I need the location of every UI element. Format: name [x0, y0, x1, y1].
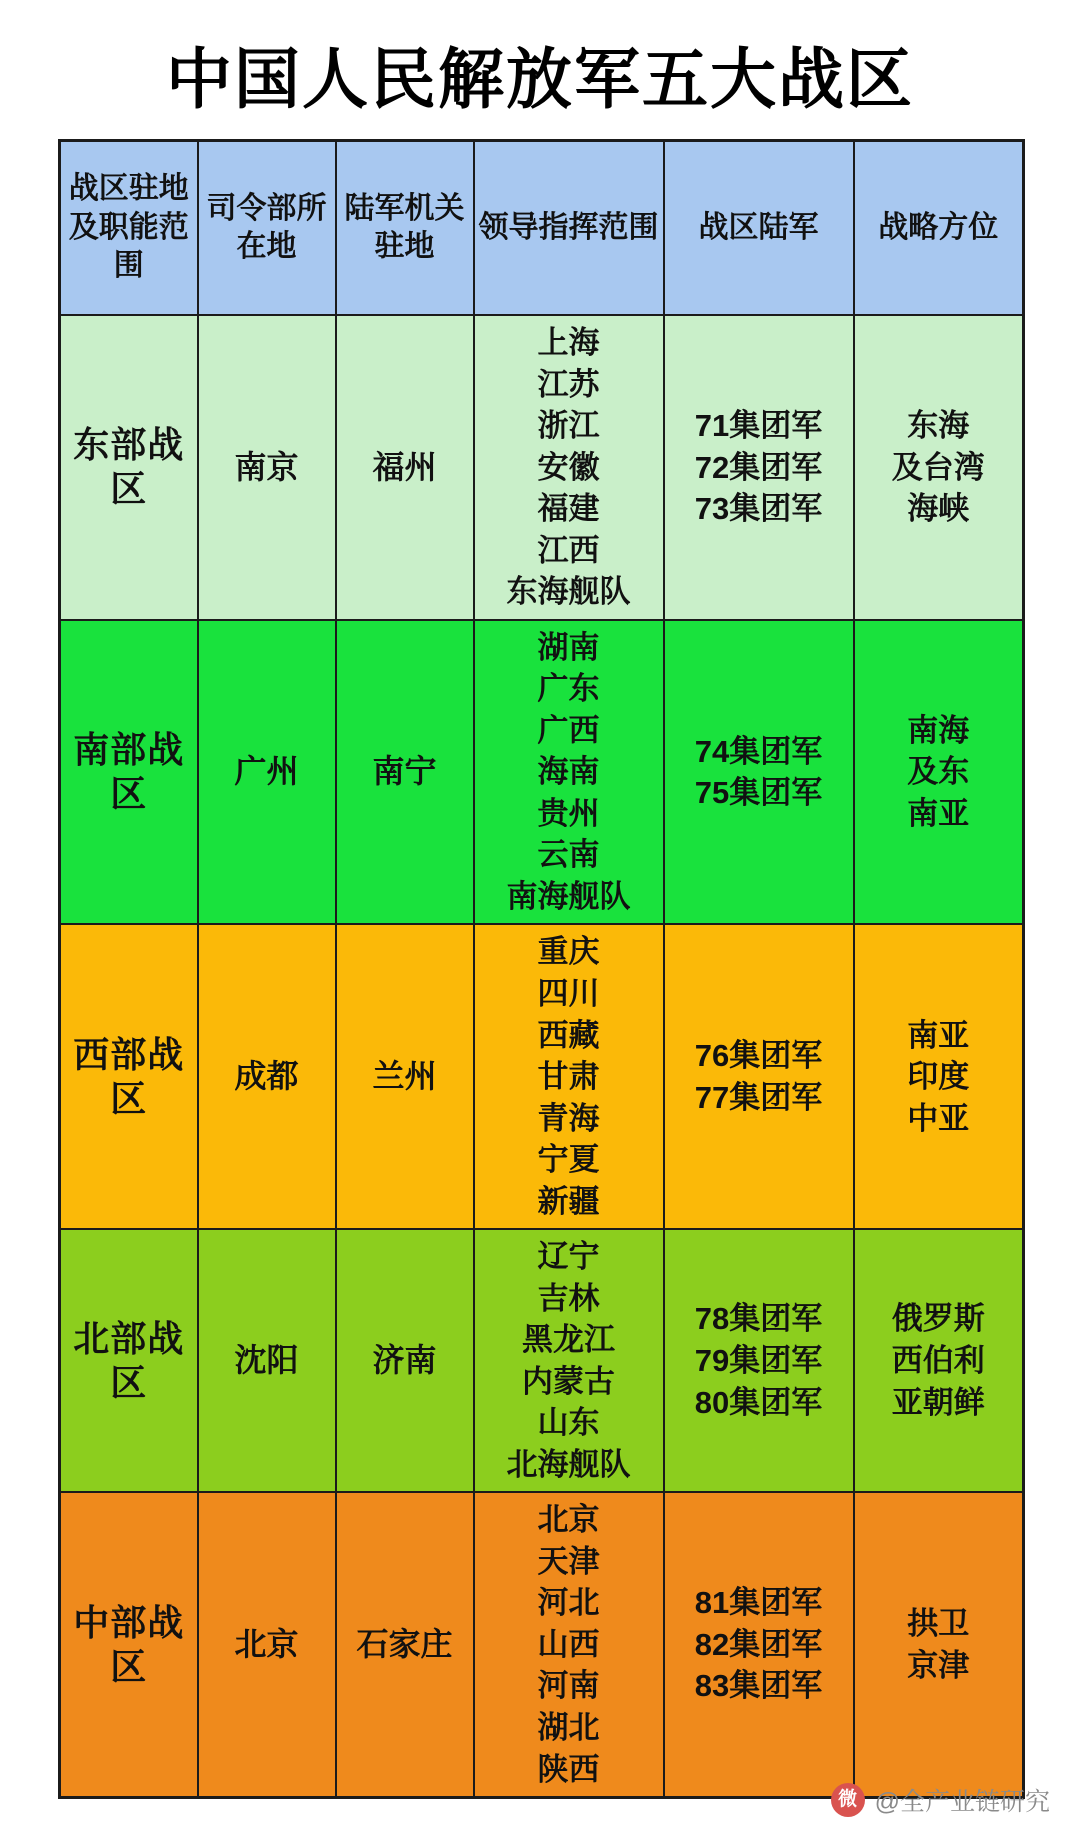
cell-scope	[474, 1229, 664, 1492]
cell-hq: 广州	[198, 620, 336, 925]
page-title: 中国人民解放军五大战区	[166, 44, 914, 117]
cell-strategic-direction	[854, 620, 1024, 925]
cell-line: 亚朝鲜	[891, 1384, 985, 1420]
cell-line: 黑龙江	[522, 1322, 615, 1358]
cell-line: 福建	[537, 491, 600, 527]
cell-army-hq: 济南	[336, 1229, 474, 1492]
cell-hq: 北京	[198, 1492, 336, 1797]
table-row	[60, 1229, 1024, 1492]
cell-line: 天津	[537, 1543, 600, 1579]
cell-line: 山西	[537, 1626, 600, 1662]
cell-strategic-direction	[854, 1492, 1024, 1797]
table-head	[60, 141, 1024, 316]
table-row	[60, 620, 1024, 925]
cell-line: 京津	[907, 1647, 970, 1683]
cell-region: 北部战区	[60, 1229, 198, 1492]
cell-line: 新疆	[537, 1183, 600, 1219]
table-row	[60, 315, 1024, 620]
cell-army-hq: 石家庄	[336, 1492, 474, 1797]
cell-line: 81集团军	[694, 1585, 823, 1621]
cell-line: 北海舰队	[506, 1446, 631, 1482]
cell-line: 重庆	[537, 934, 600, 970]
column-header-region: 战区驻地及职能范围	[60, 141, 198, 316]
cell-line: 76集团军	[694, 1038, 823, 1074]
column-header-army-hq: 陆军机关驻地	[336, 141, 474, 316]
cell-line: 83集团军	[694, 1668, 823, 1704]
cell-line: 80集团军	[694, 1384, 823, 1420]
cell-line: 南海	[907, 712, 970, 748]
table-container	[0, 139, 1080, 1799]
cell-region: 西部战区	[60, 924, 198, 1229]
cell-line: 77集团军	[694, 1079, 823, 1115]
watermark-account: @全产业链研究	[874, 1788, 1050, 1816]
cell-line: 湖北	[537, 1710, 600, 1745]
cell-line: 南海舰队	[506, 878, 631, 914]
cell-group-armies	[664, 924, 854, 1229]
cell-strategic-direction	[854, 315, 1024, 620]
cell-line: 山东	[537, 1405, 600, 1441]
cell-line: 内蒙古	[522, 1363, 615, 1399]
cell-line: 湖南	[537, 629, 600, 665]
cell-group-armies	[664, 620, 854, 925]
cell-line: 82集团军	[694, 1626, 823, 1662]
cell-line: 及台湾	[891, 449, 985, 485]
table-body	[60, 315, 1024, 1798]
cell-region: 南部战区	[60, 620, 198, 925]
cell-line: 贵州	[537, 795, 600, 831]
cell-strategic-direction	[854, 1229, 1024, 1492]
cell-line: 上海	[537, 325, 600, 360]
cell-hq: 沈阳	[198, 1229, 336, 1492]
cell-line: 广西	[537, 712, 600, 748]
cell-line: 海南	[537, 754, 600, 790]
cell-line: 78集团军	[694, 1301, 823, 1337]
cell-line: 海峡	[907, 491, 970, 527]
column-header-scope: 领导指挥范围	[474, 141, 664, 316]
cell-line: 71集团军	[694, 408, 823, 444]
cell-line: 中亚	[907, 1100, 970, 1136]
cell-line: 北京	[537, 1502, 600, 1538]
cell-line: 陕西	[537, 1751, 600, 1787]
cell-group-armies	[664, 1492, 854, 1797]
cell-region: 东部战区	[60, 315, 198, 620]
cell-line: 河北	[537, 1585, 600, 1621]
cell-line: 宁夏	[537, 1142, 600, 1178]
column-header-hq: 司令部所在地	[198, 141, 336, 316]
theater-commands-table	[58, 139, 1025, 1799]
cell-scope	[474, 620, 664, 925]
cell-line: 西藏	[537, 1017, 600, 1053]
cell-line: 74集团军	[694, 733, 823, 769]
cell-line: 江西	[537, 532, 600, 568]
cell-line: 南亚	[907, 1017, 970, 1053]
cell-line: 79集团军	[694, 1342, 823, 1378]
table-row	[60, 924, 1024, 1229]
weibo-icon: 微	[831, 1783, 865, 1817]
column-header-strategic-direction: 战略方位	[854, 141, 1024, 316]
cell-group-armies	[664, 315, 854, 620]
cell-region: 中部战区	[60, 1492, 198, 1797]
cell-line: 吉林	[537, 1280, 600, 1316]
cell-line: 云南	[537, 837, 600, 873]
cell-line: 东海舰队	[506, 574, 631, 610]
cell-scope	[474, 315, 664, 620]
cell-army-hq: 南宁	[336, 620, 474, 925]
cell-line: 印度	[907, 1059, 970, 1095]
cell-line: 及东	[907, 754, 970, 790]
cell-line: 四川	[537, 975, 600, 1011]
cell-line: 青海	[537, 1100, 600, 1136]
cell-army-hq: 兰州	[336, 924, 474, 1229]
cell-line: 浙江	[537, 408, 600, 444]
cell-line: 甘肃	[537, 1059, 600, 1095]
cell-line: 河南	[537, 1668, 600, 1704]
table-row	[60, 1492, 1024, 1797]
cell-line: 安徽	[537, 449, 600, 485]
cell-line: 东海	[907, 408, 970, 444]
cell-line: 辽宁	[537, 1239, 600, 1275]
cell-line: 拱卫	[907, 1606, 970, 1642]
cell-scope	[474, 1492, 664, 1797]
cell-line: 西伯利	[891, 1342, 985, 1378]
cell-line: 南亚	[907, 795, 970, 831]
cell-line: 江苏	[537, 366, 600, 402]
cell-hq: 成都	[198, 924, 336, 1229]
column-header-group-armies: 战区陆军	[664, 141, 854, 316]
cell-line: 72集团军	[694, 449, 823, 485]
header-row	[60, 141, 1024, 316]
cell-army-hq: 福州	[336, 315, 474, 620]
cell-hq: 南京	[198, 315, 336, 620]
cell-group-armies	[664, 1229, 854, 1492]
cell-line: 73集团军	[694, 491, 823, 527]
watermark	[831, 1782, 1050, 1818]
cell-line: 75集团军	[694, 775, 823, 811]
cell-scope	[474, 924, 664, 1229]
cell-strategic-direction	[854, 924, 1024, 1229]
cell-line: 广东	[537, 671, 600, 707]
cell-line: 俄罗斯	[891, 1301, 985, 1337]
